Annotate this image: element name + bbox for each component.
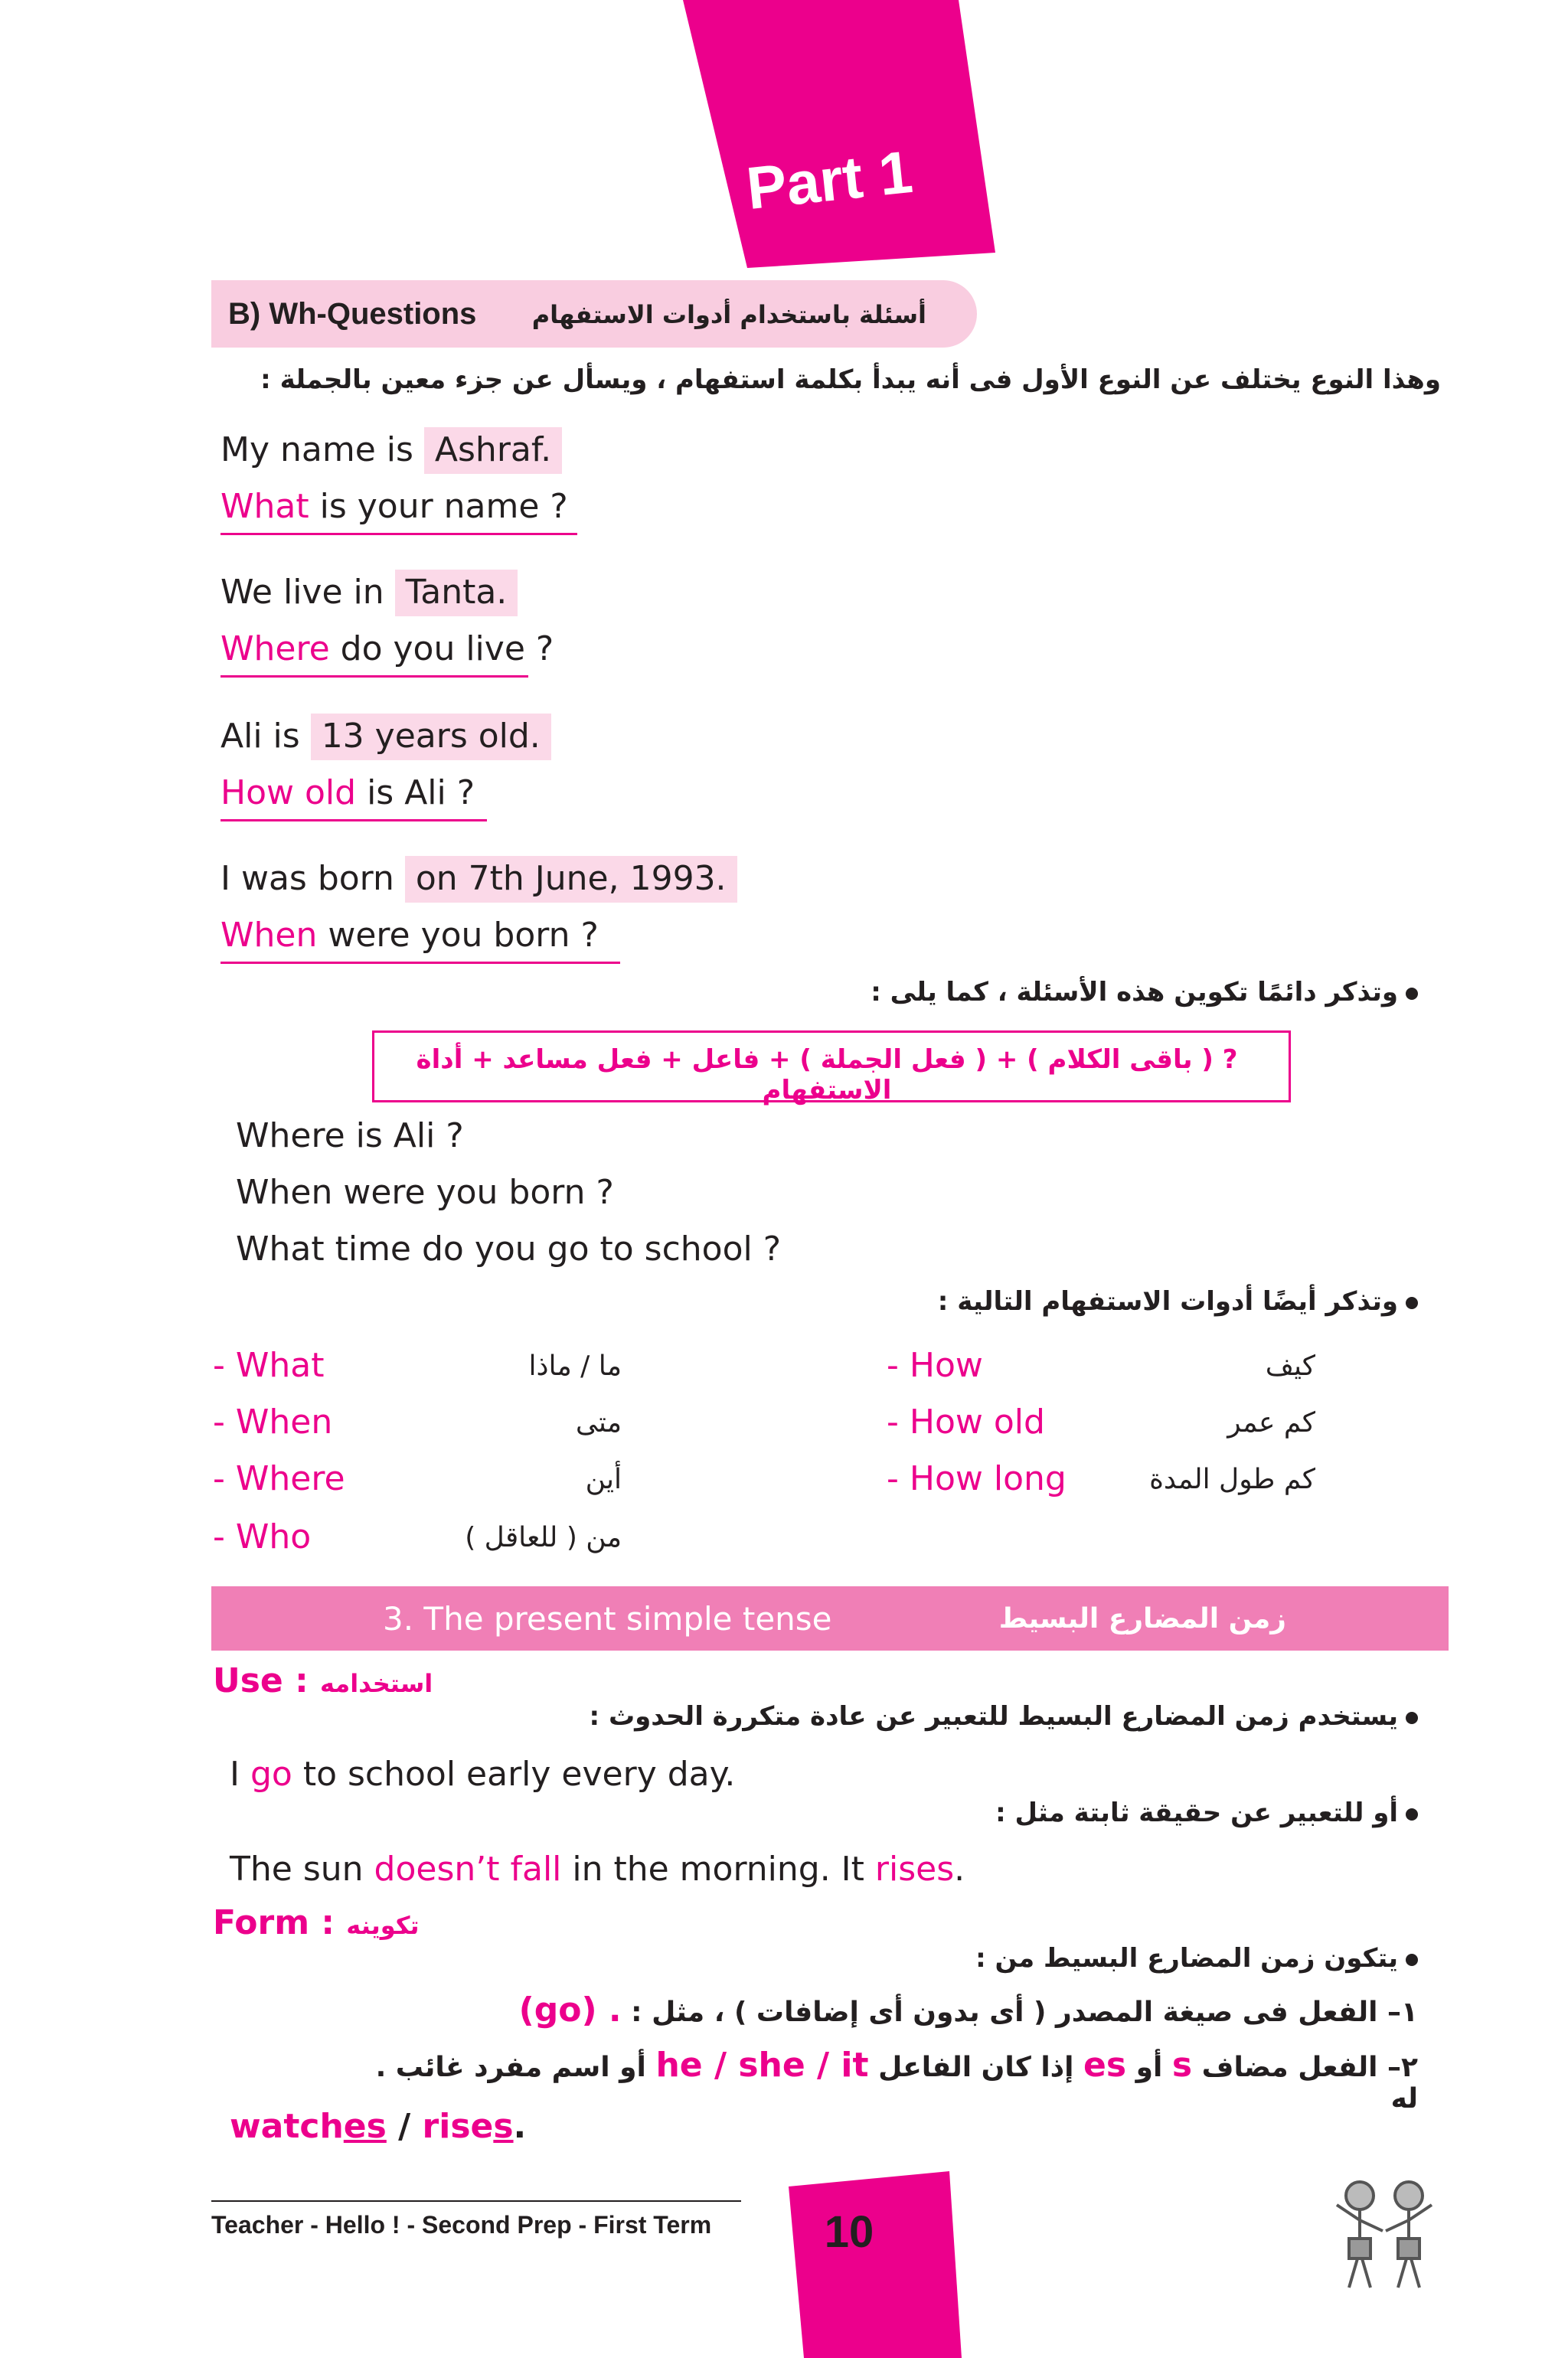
question-word: When (220, 916, 318, 955)
example-question: How old is Ali ? (220, 773, 475, 812)
answer-highlight: 13 years old. (311, 714, 551, 760)
example-question: Where do you live ? (220, 629, 554, 668)
question-word-en: - What (213, 1346, 325, 1385)
question-underline (220, 819, 487, 821)
question-word: How old (220, 773, 357, 812)
sample-question: When were you born ? (236, 1173, 614, 1212)
use-bullet-2: أو للتعبير عن حقيقة ثابتة مثل : (423, 1798, 1418, 1828)
subjects: he / she / it (655, 2046, 869, 2085)
page-number-tab (773, 2171, 972, 2358)
section-b-title-ar: أسئلة باستخدام أدوات الاستفهام (531, 300, 926, 329)
form-examples: watches / rises. (230, 2107, 527, 2146)
question-underline (220, 962, 620, 964)
question-underline (220, 533, 577, 535)
example-question: What is your name ? (220, 487, 568, 526)
question-word-en: - When (213, 1403, 333, 1442)
remember-form-note: وتذكر دائمًا تكوين هذه الأسئلة ، كما يلى : (423, 977, 1418, 1008)
bullet (1406, 1808, 1418, 1821)
answer-highlight: Ashraf. (424, 427, 562, 474)
question-word: Where (220, 629, 330, 668)
part-tab-shape (674, 0, 1011, 268)
footer-text: Teacher - Hello ! - Second Prep - First Term (211, 2211, 712, 2239)
answer-highlight: on 7th June, 1993. (405, 856, 737, 903)
question-word-en: - How long (887, 1459, 1067, 1498)
bullet (1406, 988, 1418, 1000)
example-statement: Ali is 13 years old. (220, 720, 551, 753)
question-word-ar: كم عمر (1227, 1407, 1315, 1439)
sample-question: What time do you go to school ? (236, 1230, 782, 1269)
use-example-1: I go to school early every day. (230, 1755, 736, 1794)
form-rule-2: أو اسم مفرد غائب . he / she / it إذا كان الفاعل es أو s ٢– الفعل مضاف له (375, 2046, 1418, 2115)
question-word-ar: من ( للعاقل ) (465, 1522, 622, 1553)
question-word-ar: كيف (1265, 1350, 1315, 1382)
rule-example: (go) . (518, 1991, 622, 2030)
example-question: When were you born ? (220, 916, 599, 955)
section-3-title: 3. The present simple tense (383, 1600, 832, 1638)
part-tab-label: Part 1 (743, 137, 916, 223)
question-word: What (220, 487, 309, 526)
bullet (1406, 1712, 1418, 1724)
verb: rises (874, 1850, 955, 1889)
question-word-en: - Who (213, 1517, 312, 1556)
verb: doesn’t fall (374, 1850, 562, 1889)
footer-rule (211, 2200, 741, 2202)
use-bullet-1: يستخدم زمن المضارع البسيط للتعبير عن عادة متكررة الحدوث : (423, 1701, 1418, 1732)
bullet (1406, 1954, 1418, 1966)
form-label: Form : تكوينه (213, 1903, 420, 1942)
question-word-en: - Where (213, 1459, 345, 1498)
intro-text: وهذا النوع يختلف عن النوع الأول فى أنه يبدأ بكلمة استفهام ، ويسأل عن جزء معين بالجملة : (260, 364, 1441, 395)
example-statement: I was born on 7th June, 1993. (220, 862, 737, 896)
question-word-ar: ما / ماذا (528, 1350, 622, 1382)
answer-highlight: Tanta. (395, 570, 518, 616)
remember-words-note: وتذكر أيضًا أدوات الاستفهام التالية : (423, 1286, 1418, 1317)
question-word-en: - How (887, 1346, 983, 1385)
use-label: Use : استخدامه (213, 1661, 433, 1700)
kids-illustration-icon (1320, 2165, 1449, 2303)
question-word-ar: كم طول المدة (1149, 1464, 1315, 1495)
question-word-ar: أين (585, 1464, 622, 1495)
bullet (1406, 1297, 1418, 1309)
use-example-2: The sun doesn’t fall in the morning. It rises. (230, 1850, 965, 1889)
question-word-ar: متى (575, 1407, 622, 1439)
example-statement: We live in Tanta. (220, 576, 518, 609)
question-word-en: - How old (887, 1403, 1045, 1442)
sample-question: Where is Ali ? (236, 1116, 464, 1155)
form-bullet: يتكون زمن المضارع البسيط من : (423, 1943, 1418, 1974)
section-b-title: B) Wh-Questions (228, 297, 477, 331)
page-number: 10 (824, 2207, 874, 2257)
section-3-title-ar: زمن المضارع البسيط (998, 1603, 1286, 1635)
verb: go (250, 1755, 292, 1794)
question-underline (220, 675, 528, 678)
formula-text: ? ( باقى الكلام ) + ( فعل الجملة ) + فاعل + فعل مساعد + أداة الاستفهام (416, 1044, 1238, 1106)
example-statement: My name is Ashraf. (220, 433, 562, 467)
form-rule-1: (go) . ١– الفعل فى صيغة المصدر ( أى بدون أى إضافات ) ، مثل : (518, 1991, 1418, 2030)
